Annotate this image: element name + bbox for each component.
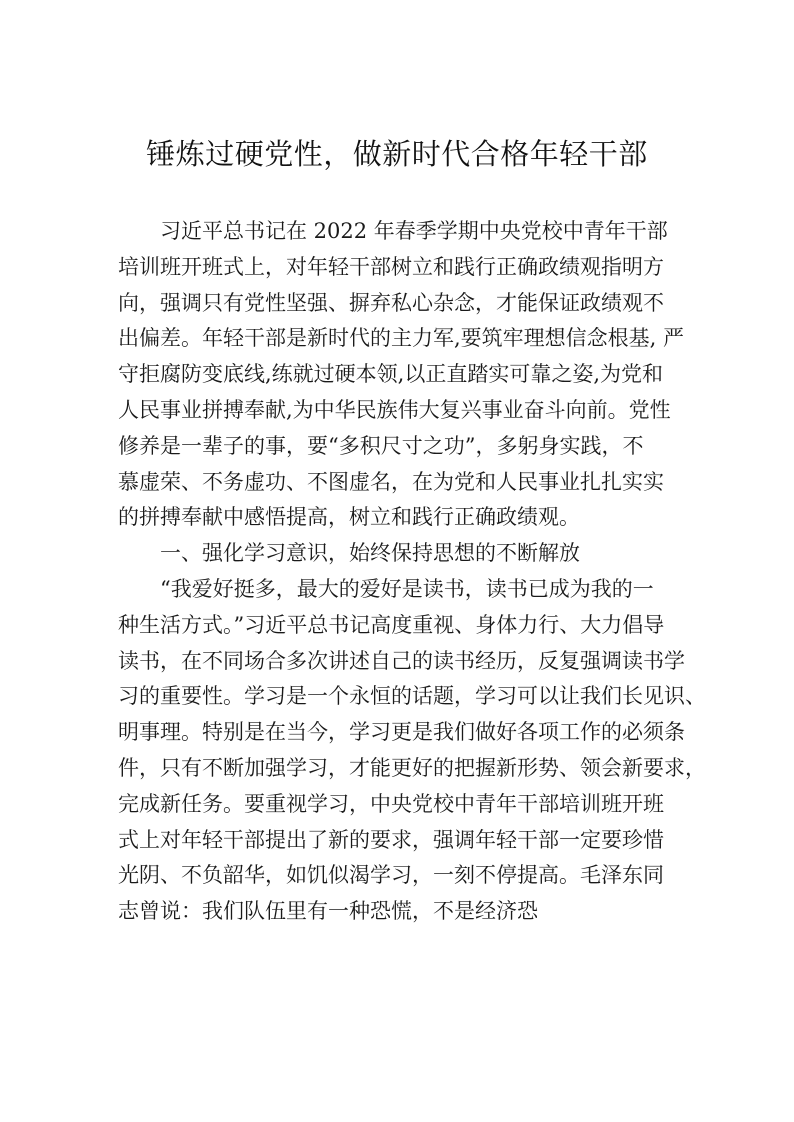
paragraph-line: 慕虚荣、不务虚功、不图虚名，在为党和人民事业扎扎实实: [118, 469, 664, 494]
paragraph-line: 习的重要性。学习是一个永恒的话题，学习可以让我们长见识、: [118, 684, 706, 709]
paragraph-line: 件，只有不断加强学习，才能更好的把握新形势、领会新要求，: [118, 755, 706, 780]
paragraph-line: 向，强调只有党性坚强、摒弃私心杂念，才能保证政绩观不: [118, 290, 664, 315]
paragraph-line: 种生活方式。”习近平总书记高度重视、身体力行、大力倡导: [118, 612, 665, 637]
paragraph-line: 光阴、不负韶华，如饥似渴学习，一刻不停提高。毛泽东同: [118, 863, 664, 888]
paragraph-line: 培训班开班式上，对年轻干部树立和践行正确政绩观指明方: [118, 254, 664, 279]
paragraph-line: 志曾说：我们队伍里有一种恐慌，不是经济恐: [118, 899, 538, 924]
document-title: 锤炼过硬党性，做新时代合格年轻干部: [146, 137, 648, 171]
paragraph-line: 式上对年轻干部提出了新的要求，强调年轻干部一定要珍惜: [118, 827, 664, 852]
paragraph-line: 修养是一辈子的事，要“多积尺寸之功”，多躬身实践，不: [118, 433, 644, 458]
paragraph-line: 完成新任务。要重视学习，中央党校中青年干部培训班开班: [118, 791, 664, 816]
paragraph-line: 的拼搏奉献中感悟提高，树立和践行正确政绩观。: [118, 505, 580, 530]
paragraph-line: 读书，在不同场合多次讲述自己的读书经历，反复强调读书学: [118, 648, 685, 673]
paragraph-line: “我爱好挺多，最大的爱好是读书，读书已成为我的一: [160, 576, 654, 601]
document-body: [118, 214, 706, 930]
section-heading: 一、强化学习意识，始终保持思想的不断解放: [160, 541, 580, 566]
paragraph-line: 明事理。特别是在当今，学习更是我们做好各项工作的必须条: [118, 720, 685, 745]
paragraph-line: 人民事业拼搏奉献,为中华民族伟大复兴事业奋斗向前。党性: [118, 397, 671, 422]
paragraph-line: 守拒腐防变底线,练就过硬本领,以正直踏实可靠之姿,为党和: [118, 362, 664, 387]
paragraph-line: 出偏差。年轻干部是新时代的主力军,要筑牢理想信念根基, 严: [118, 326, 685, 351]
paragraph-line: 习近平总书记在 2022 年春季学期中央党校中青年干部: [160, 219, 668, 243]
